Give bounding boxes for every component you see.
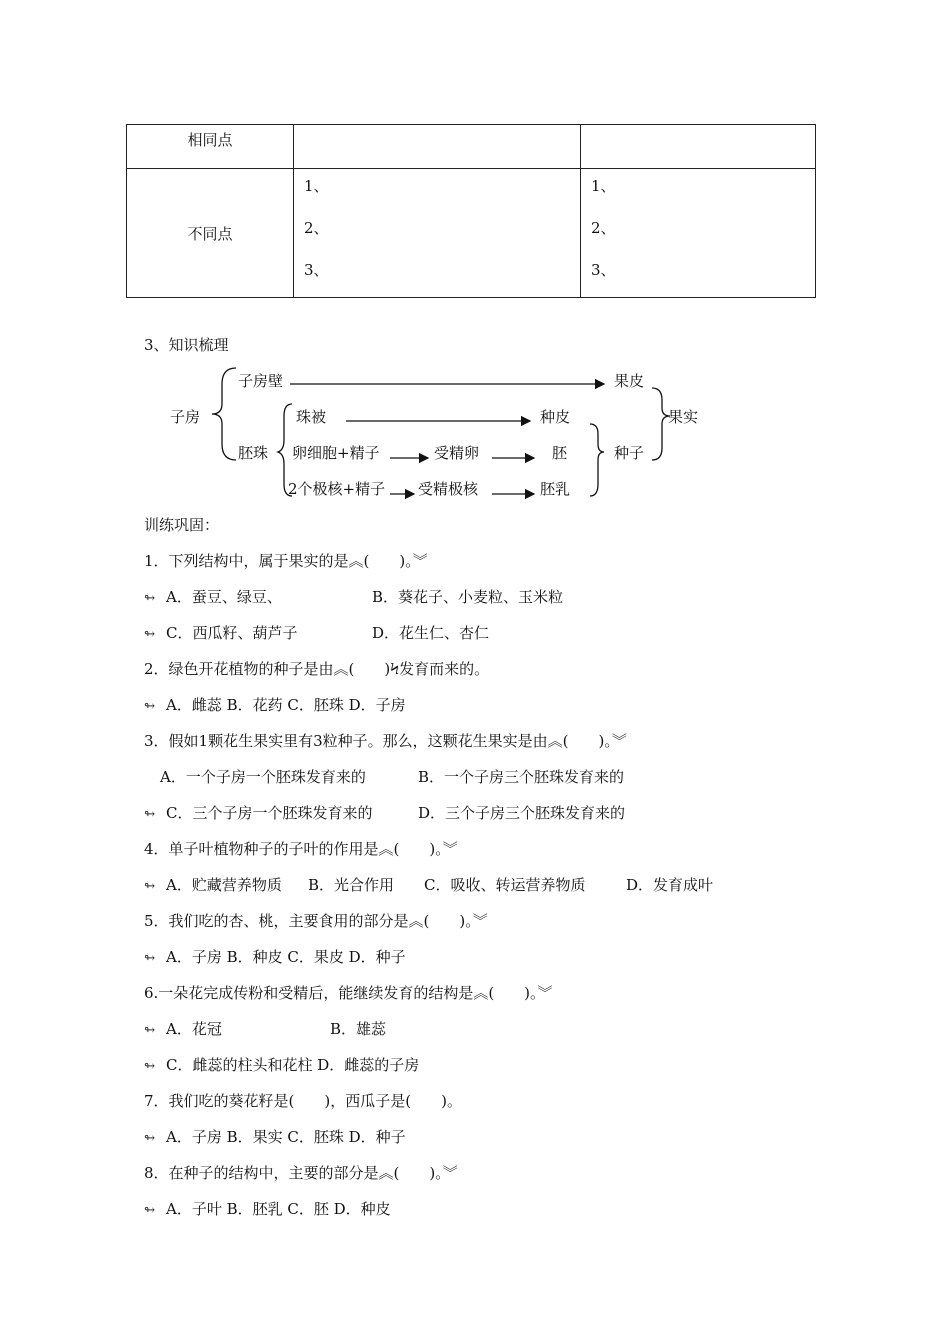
question-6: 6.一朵花完成传粉和受精后，能继续发育的结构是︽( )。︾ (144, 984, 553, 1002)
item-number: 1、 (304, 177, 329, 195)
question-7: 7．我们吃的葵花籽是( )，西瓜子是( )。 (144, 1092, 462, 1110)
question-3-options-cd (144, 802, 625, 823)
options-text: A．子房 B．果实 C．胚珠 D．种子 (166, 1128, 406, 1146)
question-4-options (144, 874, 713, 895)
label-shoujingluan: 受精卵 (434, 444, 480, 462)
option-d: D．花生仁、杏仁 (372, 624, 490, 642)
question-8-options (144, 1198, 391, 1219)
question-3-options-ab (160, 766, 624, 787)
label-guoshi: 果实 (668, 408, 699, 426)
label-zhongpi: 种皮 (540, 408, 571, 426)
label-peiru: 胚乳 (540, 480, 571, 498)
option-c: C．西瓜籽、葫芦子 (166, 624, 298, 642)
hand-mark-icon: ↬ (144, 879, 155, 894)
label-zhongzi: 种子 (614, 444, 645, 462)
practice-title: 训练巩固： (144, 516, 220, 534)
option-b: B．雄蕊 (330, 1020, 387, 1038)
label-luanxibao: 卵细胞+精子 (292, 444, 380, 462)
brace-seed (590, 424, 604, 496)
question-2: 2．绿色开花植物的种子是由︽( )Ϟ发育而来的。 (144, 660, 490, 678)
item-number: 1、 (591, 177, 616, 195)
question-5-options (144, 946, 406, 967)
hand-mark-icon: ↬ (144, 951, 155, 966)
item-number: 2、 (304, 219, 329, 237)
option-d: D．发育成叶 (626, 876, 714, 894)
option-a: A．蚕豆、绿豆、 (166, 588, 282, 606)
label-zifangbi: 子房壁 (238, 372, 284, 390)
option-c: C．三个子房一个胚珠发育来的 (166, 804, 373, 822)
question-2-options (144, 694, 406, 715)
label-zifang: 子房 (170, 408, 201, 426)
section-title: 3、知识梳理 (144, 336, 229, 354)
item-number: 3、 (591, 261, 616, 279)
hand-mark-icon: ↬ (144, 591, 155, 606)
hand-mark-icon: ↬ (144, 699, 155, 714)
hand-mark-icon: ↬ (144, 1131, 155, 1146)
question-6-options-cd (144, 1054, 419, 1075)
options-text: A．子房 B．种皮 C．果皮 D．种子 (166, 948, 406, 966)
diff-points-label: 不同点 (187, 224, 233, 243)
label-pei: 胚 (552, 444, 568, 462)
question-6-options-ab (144, 1018, 386, 1039)
hand-mark-icon: ↬ (144, 1023, 155, 1038)
option-b: B．光合作用 (308, 876, 395, 894)
question-3: 3．假如1颗花生果实里有3粒种子。那么，这颗花生果实是由︽( )。︾ (144, 732, 627, 750)
question-1-options-ab (144, 586, 563, 607)
label-jihe: 2个极核+精子 (288, 480, 386, 498)
hand-mark-icon: ↬ (144, 1203, 155, 1218)
label-peizhu: 胚珠 (238, 444, 269, 462)
option-c: C．吸收、转运营养物质 (424, 876, 586, 894)
question-4: 4．单子叶植物种子的子叶的作用是︽( )。︾ (144, 840, 458, 858)
option-a: A．贮藏营养物质 (166, 876, 282, 894)
brace-left (212, 368, 236, 460)
options-text: A．子叶 B．胚乳 C．胚 D．种皮 (166, 1200, 391, 1218)
label-shoujingjihe: 受精极核 (418, 480, 479, 498)
options-text: A．雌蕊 B．花药 C．胚珠 D．子房 (166, 696, 406, 714)
hand-mark-icon: ↬ (144, 807, 155, 822)
label-guopi: 果皮 (614, 372, 645, 390)
option-b: B．一个子房三个胚珠发育来的 (418, 768, 625, 786)
hand-mark-icon: ↬ (144, 1059, 155, 1074)
option-d: D．三个子房三个胚珠发育来的 (418, 804, 626, 822)
option-a: A．一个子房一个胚珠发育来的 (160, 768, 366, 786)
hand-mark-icon: ↬ (144, 627, 155, 642)
question-1-options-cd (144, 622, 489, 643)
question-8: 8．在种子的结构中，主要的部分是︽( )。︾ (144, 1164, 458, 1182)
option-a: A．花冠 (166, 1020, 222, 1038)
same-points-label: 相同点 (187, 131, 233, 149)
item-number: 3、 (304, 261, 329, 279)
question-5: 5．我们吃的杏、桃，主要食用的部分是︽( )。︾ (144, 912, 488, 930)
item-number: 2、 (591, 219, 616, 237)
question-1: 1．下列结构中，属于果实的是︽( )。︾ (144, 552, 428, 570)
option-b: B．葵花子、小麦粒、玉米粒 (372, 588, 564, 606)
options-text: C．雌蕊的柱头和花柱 D．雌蕊的子房 (166, 1056, 420, 1074)
label-zhubei: 珠被 (296, 408, 327, 426)
question-7-options (144, 1126, 406, 1147)
